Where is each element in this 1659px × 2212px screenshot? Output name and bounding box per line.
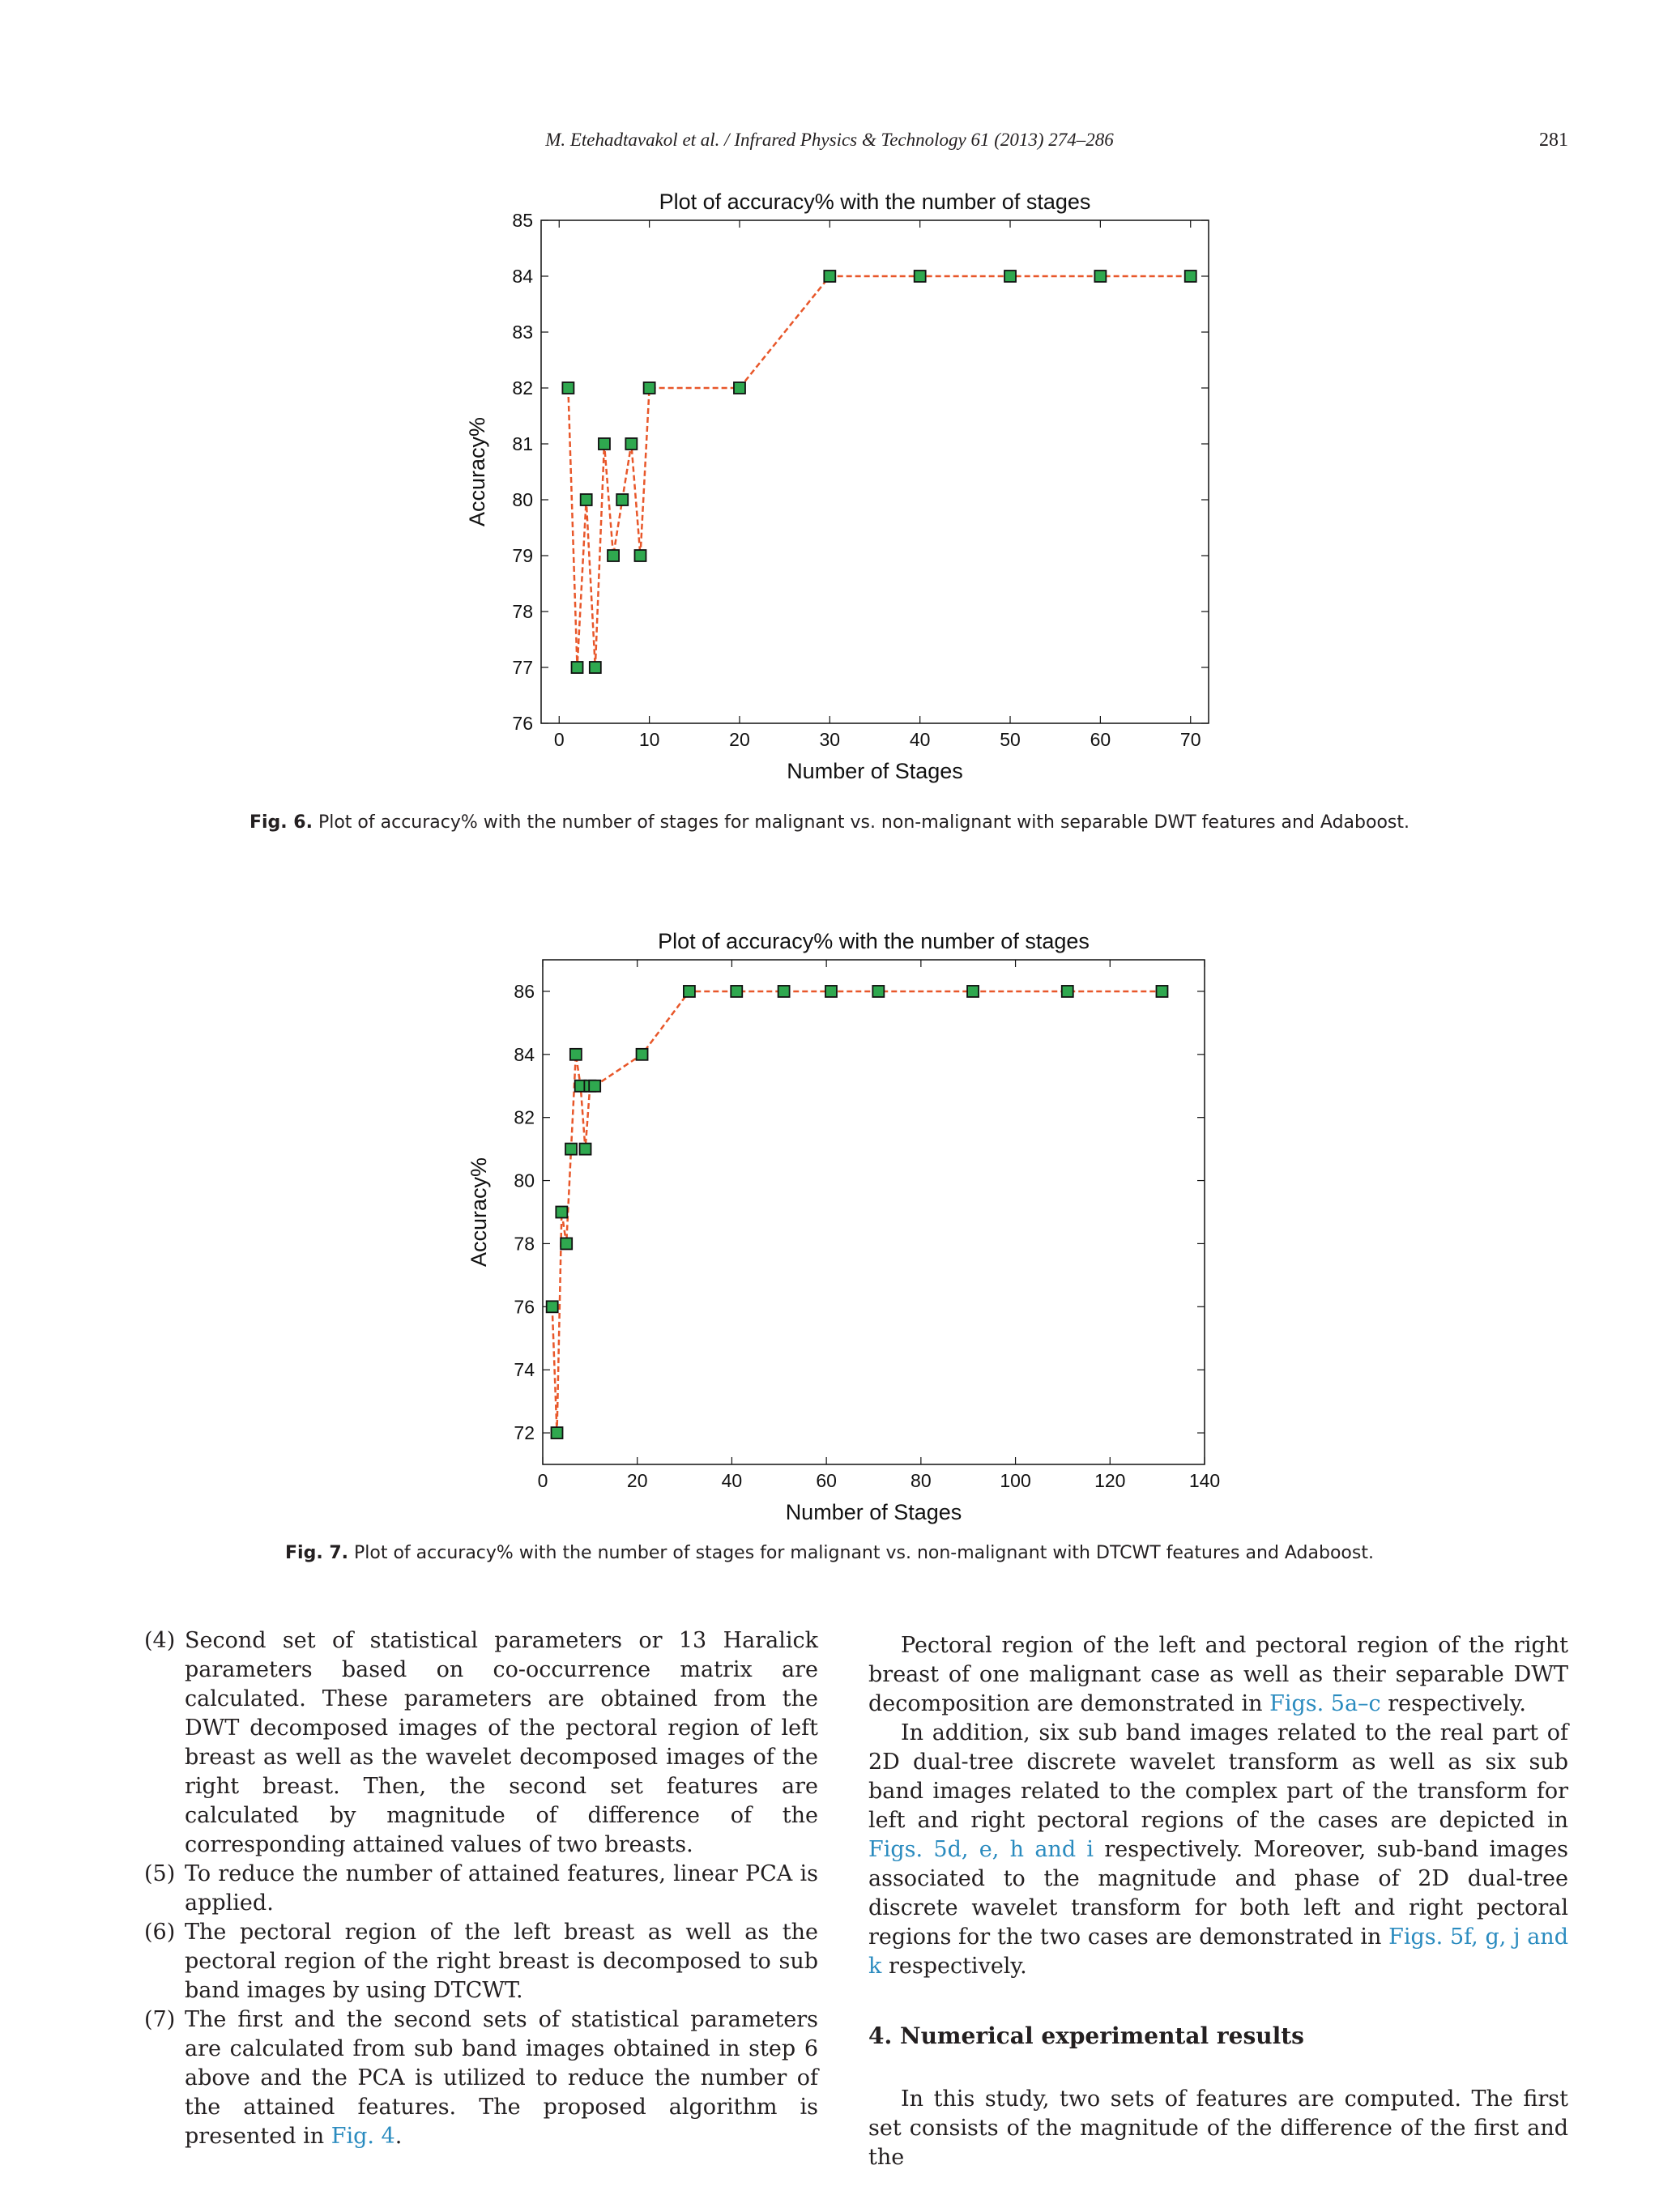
paragraph-text: In addition, six sub band images related to the real part of 2D dual-tree discrete wavelet transform as well as six sub band images related to the complex part of the transform for left and right pectoral regions of the cases are depicted in xyxy=(868,1720,1568,1833)
paragraph-tail: respectively. xyxy=(881,1954,1027,1979)
chart-title: Plot of accuracy% with the number of stages xyxy=(658,929,1090,953)
figure-6-chart xyxy=(0,182,1659,798)
y-tick-label: 76 xyxy=(514,1296,535,1318)
data-point xyxy=(556,1207,567,1218)
y-tick-label: 79 xyxy=(512,545,533,566)
data-point xyxy=(625,438,637,450)
list-number: (5) xyxy=(144,1861,176,1886)
list-item xyxy=(144,1918,818,2005)
running-header xyxy=(0,130,1659,157)
list-text: Second set of statistical parameters or 13 Haralick parameters based on co-occurrence matrix are calculated. These parameters are obtained from the DWT decomposed images of the pectoral region of left breast as well as the wavelet decomposed images of the right breast. Then, the second set features are calculated by magnitude of difference of the corresponding attained values of two breasts. xyxy=(185,1628,818,1857)
series-line xyxy=(568,276,1190,667)
page-number: 281 xyxy=(1539,130,1568,151)
x-tick-label: 60 xyxy=(1090,729,1111,750)
data-point xyxy=(581,494,592,505)
figure-7-caption xyxy=(0,1543,1659,1563)
data-point xyxy=(547,1301,558,1312)
data-point xyxy=(734,382,745,394)
data-point xyxy=(580,1144,591,1155)
data-point xyxy=(634,550,646,561)
y-tick-label: 74 xyxy=(514,1359,535,1381)
data-point xyxy=(731,986,742,997)
x-tick-label: 0 xyxy=(553,729,565,750)
x-tick-label: 60 xyxy=(816,1470,837,1491)
figure-6-caption xyxy=(0,812,1659,833)
y-tick-label: 84 xyxy=(512,266,533,287)
data-point xyxy=(872,986,884,997)
x-axis-label: Number of Stages xyxy=(785,1500,962,1524)
list-number: (7) xyxy=(144,2007,176,2032)
y-axis-label: Accuracy% xyxy=(467,1157,491,1268)
list-text: The pectoral region of the left breast as well as the pectoral region of the right breast is decomposed to sub band images by using DTCWT. xyxy=(185,1920,818,2003)
data-point xyxy=(1156,986,1167,997)
figure-7-caption-text: Plot of accuracy% with the number of stages for malignant vs. non-malignant with DTCWT features and Adaboost. xyxy=(354,1543,1374,1563)
paragraph-mid: respectively. Moreover, sub-band images associated to the magnitude and phase of 2D dual-tree discrete wavelet transform for both left and right pectoral regions for the two cases are demonstrated in xyxy=(868,1837,1568,1950)
right-column xyxy=(868,1631,1568,2172)
y-tick-label: 81 xyxy=(512,433,533,454)
data-point xyxy=(616,494,628,505)
data-point xyxy=(561,1238,572,1249)
y-tick-label: 82 xyxy=(512,377,533,399)
x-tick-label: 50 xyxy=(1000,729,1021,750)
data-point xyxy=(1185,271,1196,282)
y-tick-label: 72 xyxy=(514,1422,535,1444)
paragraph-1 xyxy=(868,1631,1568,1719)
figure-4-link[interactable]: Fig. 4 xyxy=(331,2124,395,2149)
x-tick-label: 0 xyxy=(537,1470,548,1491)
x-tick-label: 120 xyxy=(1094,1470,1126,1491)
figure-6-label: Fig. 6. xyxy=(249,812,313,833)
data-point xyxy=(552,1427,563,1438)
data-point xyxy=(915,271,926,282)
data-point xyxy=(572,662,583,673)
list-text: The first and the second sets of statistical parameters are calculated from sub band images obtained in step 6 above and the PCA is utilized to reduce the number of the attained features. The proposed algorithm is presented in xyxy=(185,2007,818,2149)
data-point xyxy=(608,550,619,561)
list-item xyxy=(144,1860,818,1918)
data-point xyxy=(644,382,655,394)
data-point xyxy=(967,986,979,997)
y-tick-label: 77 xyxy=(512,657,533,678)
plot-frame xyxy=(541,220,1209,723)
list-item xyxy=(144,2005,818,2151)
data-point xyxy=(590,662,601,673)
y-tick-label: 86 xyxy=(514,980,535,1002)
list-text: To reduce the number of attained features, linear PCA is applied. xyxy=(185,1861,818,1916)
data-point xyxy=(562,382,574,394)
figs-5d-link[interactable]: Figs. 5d, e, h and i xyxy=(868,1837,1094,1862)
x-tick-label: 10 xyxy=(638,729,660,750)
figure-7-label: Fig. 7. xyxy=(285,1543,348,1563)
x-tick-label: 30 xyxy=(819,729,841,750)
chart-title: Plot of accuracy% with the number of stages xyxy=(659,190,1091,214)
y-tick-label: 85 xyxy=(512,210,533,231)
data-point xyxy=(1094,271,1106,282)
y-tick-label: 80 xyxy=(512,489,533,510)
data-point xyxy=(825,986,837,997)
figure-6 xyxy=(0,182,1659,833)
x-tick-label: 140 xyxy=(1188,1470,1221,1491)
x-tick-label: 40 xyxy=(721,1470,743,1491)
y-tick-label: 84 xyxy=(514,1043,535,1065)
data-point xyxy=(589,1080,600,1092)
list-number: (4) xyxy=(144,1628,176,1653)
figure-7 xyxy=(0,919,1659,1583)
data-point xyxy=(565,1144,577,1155)
y-tick-label: 83 xyxy=(512,322,533,343)
paragraph-2 xyxy=(868,1719,1568,1981)
plot-frame xyxy=(543,960,1205,1464)
list-text-tail: . xyxy=(394,2124,403,2149)
y-tick-label: 76 xyxy=(512,713,533,734)
paragraph-text: Pectoral region of the left and pectoral region of the right breast of one malignant case as well as their separable DWT decomposition are demonstrated in xyxy=(868,1633,1568,1716)
data-point xyxy=(1062,986,1073,997)
x-tick-label: 20 xyxy=(626,1470,648,1491)
figure-6-caption-text: Plot of accuracy% with the number of stages for malignant vs. non-malignant with separable DWT features and Adaboost. xyxy=(318,812,1410,833)
paragraph-tail: respectively. xyxy=(1380,1691,1526,1716)
data-point xyxy=(824,271,835,282)
paragraph-3: In this study, two sets of features are computed. The first set consists of the magnitude of the difference of the first and the xyxy=(868,2086,1568,2170)
list-item xyxy=(144,1626,818,1860)
figs-5f-link[interactable]: Figs. 5f, g, j and k xyxy=(868,1924,1568,1979)
section-heading: 4. Numerical experimental results xyxy=(868,2022,1304,2049)
x-tick-label: 80 xyxy=(911,1470,932,1491)
figs-5a-c-link[interactable]: Figs. 5a–c xyxy=(1269,1691,1381,1716)
data-point xyxy=(570,1049,582,1060)
y-tick-label: 82 xyxy=(514,1106,535,1128)
data-point xyxy=(1004,271,1016,282)
y-tick-label: 78 xyxy=(512,601,533,622)
journal-citation: M. Etehadtavakol et al. / Infrared Physics & Technology 61 (2013) 274–286 xyxy=(545,130,1114,150)
x-tick-label: 70 xyxy=(1179,729,1201,750)
data-point xyxy=(684,986,695,997)
x-tick-label: 40 xyxy=(909,729,931,750)
list-number: (6) xyxy=(144,1920,176,1945)
data-point xyxy=(599,438,610,450)
x-axis-label: Number of Stages xyxy=(787,759,963,783)
y-axis-label: Accuracy% xyxy=(465,416,489,527)
y-tick-label: 80 xyxy=(514,1170,535,1191)
x-tick-label: 100 xyxy=(1000,1470,1031,1491)
figure-7-chart xyxy=(0,919,1659,1535)
x-tick-label: 20 xyxy=(729,729,750,750)
y-tick-label: 78 xyxy=(514,1233,535,1255)
left-column xyxy=(144,1626,818,2151)
data-point xyxy=(778,986,790,997)
data-point xyxy=(637,1049,648,1060)
